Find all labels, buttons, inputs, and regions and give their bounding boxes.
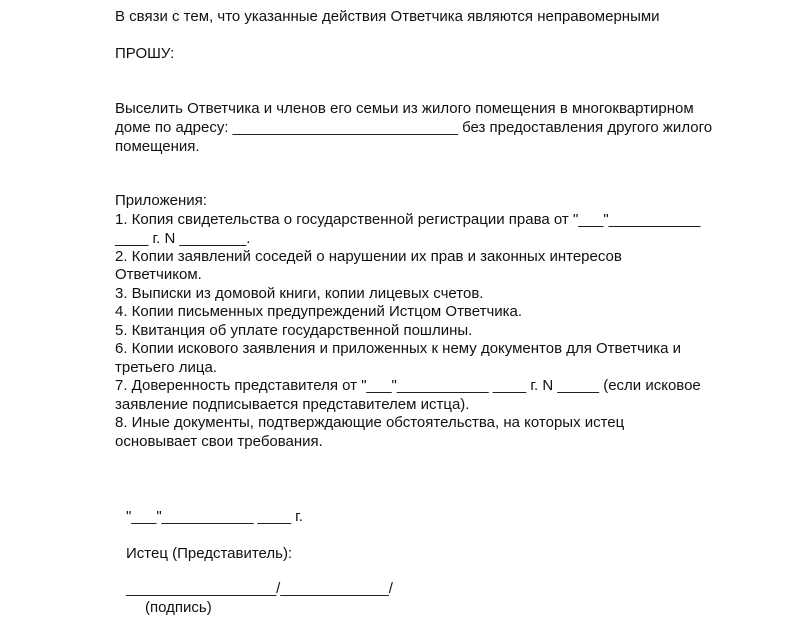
plaintiff-label: Истец (Представитель): bbox=[126, 545, 293, 562]
attachment-line: 5. Квитанция об уплате государственной пошлины. bbox=[115, 322, 473, 339]
attachment-line: заявление подписывается представителем истца). bbox=[115, 396, 470, 413]
attachment-line: третьего лица. bbox=[115, 359, 217, 376]
intro-text: В связи с тем, что указанные действия Ответчика являются неправомерными bbox=[115, 8, 660, 25]
attachment-line: 3. Выписки из домовой книги, копии лицевых счетов. bbox=[115, 285, 484, 302]
attachment-line: 2. Копии заявлений соседей о нарушении их прав и законных интересов bbox=[115, 248, 622, 265]
attachment-line: 7. Доверенность представителя от "___"___________ ____ г. N _____ (если исковое bbox=[115, 377, 701, 394]
attachment-line: ____ г. N ________. bbox=[115, 230, 251, 247]
signature-line: __________________/_____________/ bbox=[126, 580, 393, 597]
signature-caption: (подпись) bbox=[145, 599, 212, 616]
request-heading: ПРОШУ: bbox=[115, 45, 175, 62]
request-line: доме по адресу: ___________________________ без предоставления другого жилого bbox=[115, 119, 713, 136]
attachment-line: 4. Копии письменных предупреждений Истцом Ответчика. bbox=[115, 303, 523, 320]
date-line: "___"___________ ____ г. bbox=[126, 508, 303, 525]
attachments-heading: Приложения: bbox=[115, 192, 207, 209]
attachment-line: 1. Копия свидетельства о государственной регистрации права от "___"___________ bbox=[115, 211, 701, 228]
attachment-line: основывает свои требования. bbox=[115, 433, 323, 450]
attachment-line: 6. Копии искового заявления и приложенных к нему документов для Ответчика и bbox=[115, 340, 682, 357]
attachment-line: Ответчиком. bbox=[115, 266, 202, 283]
request-line: помещения. bbox=[115, 138, 200, 155]
request-line: Выселить Ответчика и членов его семьи из жилого помещения в многоквартирном bbox=[115, 100, 694, 117]
attachment-line: 8. Иные документы, подтверждающие обстоятельства, на которых истец bbox=[115, 414, 625, 431]
